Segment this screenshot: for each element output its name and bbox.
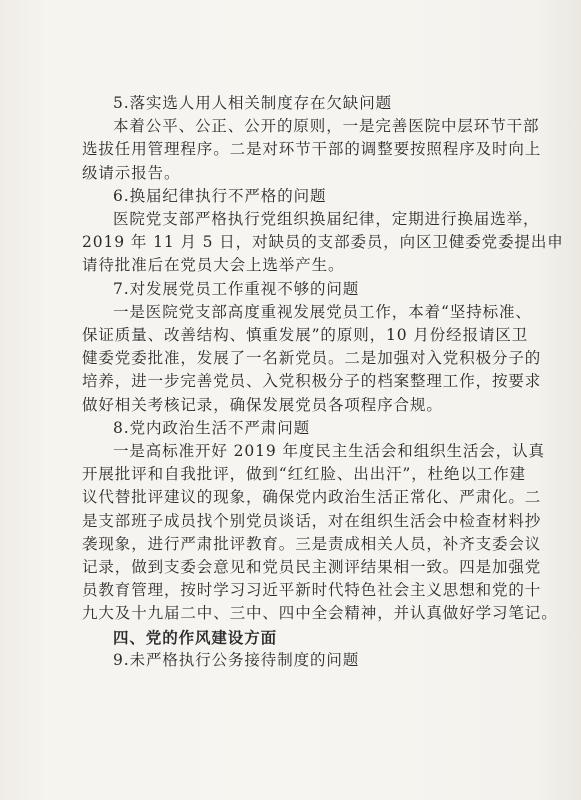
- document-body: [82, 92, 564, 672]
- section-8-heading: 8.党内政治生活不严肃问题: [113, 418, 310, 437]
- section-7-line: 培养，进一步完善党员、入党积极分子的档案整理工作，按要求: [82, 372, 542, 391]
- section-6-line: 医院党支部严格执行党组织换届纪律，定期进行换届选举，: [113, 210, 540, 229]
- section-5-line: 级请示报告。: [82, 163, 181, 182]
- section-7-line: 健委党委批准，发展了一名新党员。二是加强对入党积极分子的: [82, 349, 542, 368]
- section-7-line: 一是医院党支部高度重视发展党员工作，本着“坚持标准、: [113, 302, 532, 321]
- section-5-line: 选拔任用管理程序。二是对环节干部的调整要按照程序及时向上: [82, 140, 542, 159]
- section-9-heading: 9.未严格执行公务接待制度的问题: [113, 650, 360, 669]
- section-6-line: 请待批准后在党员大会上选举产生。: [82, 256, 345, 275]
- section-7-line: 保证质量、改善结构、慎重发展”的原则，10 月份经报请区卫: [82, 326, 529, 345]
- section-8-line: 员教育管理，按时学习习近平新时代特色社会主义思想和党的十: [82, 581, 542, 600]
- section-8-line: 一是高标准开好 2019 年度民主生活会和组织生活会，认真: [113, 442, 545, 461]
- section-6-line: 2019 年 11 月 5 日，对缺员的支部委员，向区卫健委党委提出申: [82, 233, 564, 252]
- section-8-line: 开展批评和自我批评，做到“红红脸、出出汗”，杜绝以工作建: [82, 465, 527, 484]
- section-8-line: 袭现象，进行严肃批评教育。三是责成相关人员，补齐支委会议: [82, 534, 542, 553]
- section-8-line: 议代替批评建议的现象，确保党内政治生活正常化、严肃化。二: [82, 488, 542, 507]
- section-5-heading: 5.落实选人用人相关制度存在欠缺问题: [113, 94, 392, 112]
- part-heading: 四、党的作风建设方面: [113, 627, 278, 647]
- section-8-line: 是支部班子成员找个别党员谈话，对在组织生活会中检查材料抄: [82, 511, 542, 530]
- section-7-line: 做好相关考核记录，确保发展党员各项程序合规。: [82, 395, 443, 414]
- section-6-heading: 6.换届纪律执行不严格的问题: [113, 186, 327, 205]
- section-5-line: 本着公平、公正、公开的原则，一是完善医院中层环节干部: [113, 117, 540, 136]
- section-8-line: 记录，做到支委会意见和党员民主测评结果相一致。四是加强党: [82, 558, 542, 577]
- section-8-line: 九大及十九届二中、三中、四中全会精神，并认真做好学习笔记。: [82, 604, 558, 623]
- section-7-heading: 7.对发展党员工作重视不够的问题: [113, 279, 360, 298]
